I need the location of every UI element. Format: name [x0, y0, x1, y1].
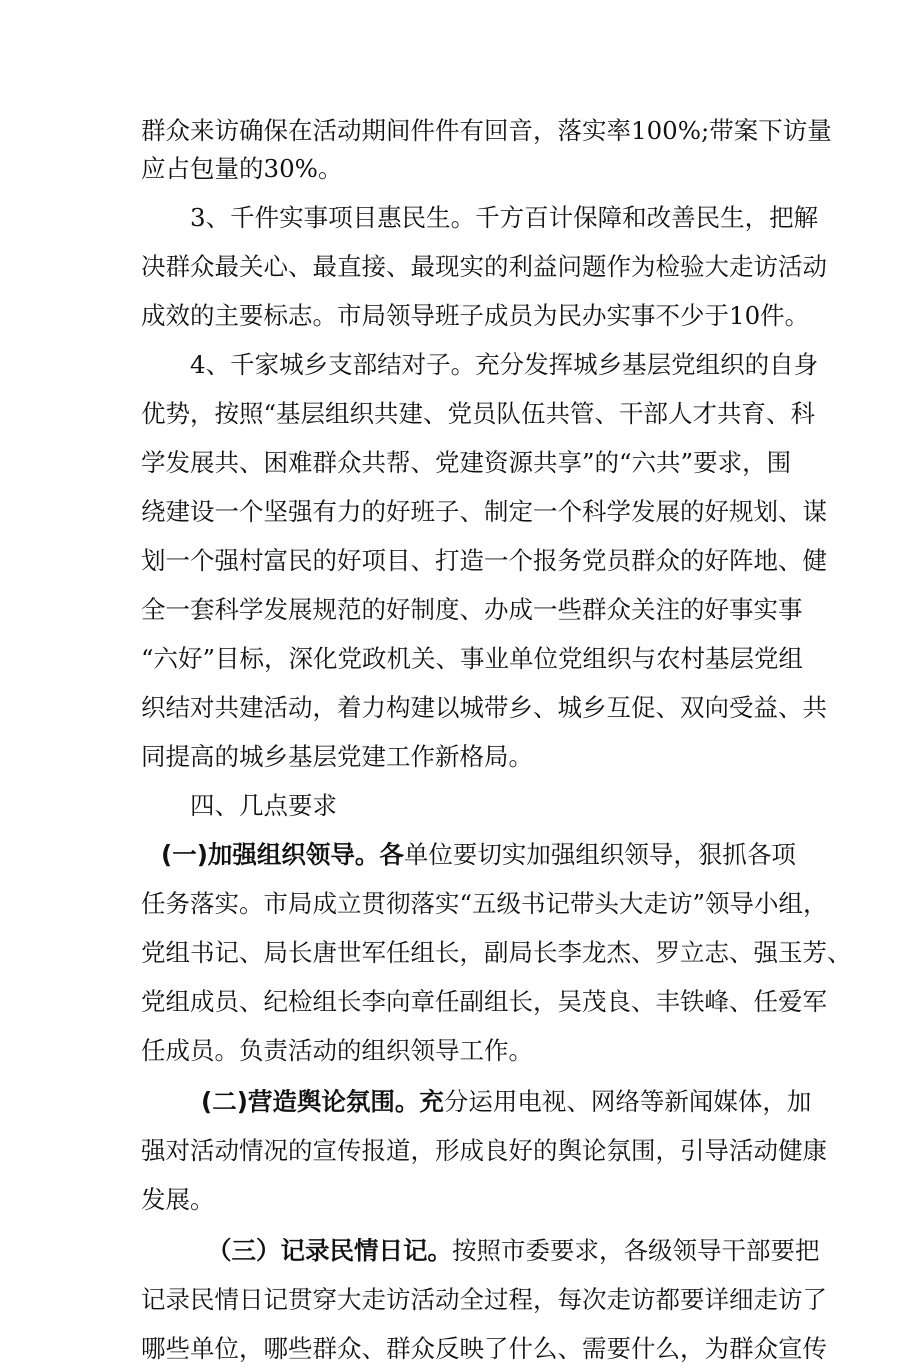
text-line: 划一个强村富民的好项目、打造一个报务党员群众的好阵地、健: [141, 546, 827, 575]
text-line: 任务落实。市局成立贯彻落实“五级书记带头大走访”领导小组，: [141, 889, 828, 918]
text-line: [141, 1083, 812, 1121]
text-line: 同提高的城乡基层党建工作新格局。: [141, 742, 533, 771]
text-run: 分运用电视、网络等新闻媒体，加: [443, 1087, 812, 1116]
text-line: 决群众最关心、最直接、最现实的利益问题作为检验大走访活动: [141, 252, 827, 281]
text-line: [141, 1232, 820, 1270]
text-line: 记录民情日记贯穿大走访活动全过程，每次走访都要详细走访了: [141, 1285, 827, 1314]
text-line: [141, 836, 796, 874]
text-run: 单位要切实加强组织领导，狠抓各项: [403, 840, 796, 869]
text-line: “六好”目标，深化党政机关、事业单位党组织与农村基层党组: [141, 644, 804, 673]
text-line: 优势，按照“基层组织共建、党员队伍共管、干部人才共育、科: [141, 399, 816, 428]
text-line: 群众来访确保在活动期间件件有回音，落实率100%;带案下访量: [141, 116, 832, 145]
text-line: 绕建设一个坚强有力的好班子、制定一个科学发展的好规划、谋: [141, 497, 827, 526]
text-line: 强对活动情况的宣传报道，形成良好的舆论氛围，引导活动健康: [141, 1136, 827, 1165]
text-line: 成效的主要标志。市局领导班子成员为民办实事不少于10件。: [141, 301, 810, 330]
text-line: 哪些单位，哪些群众、群众反映了什么、需要什么，为群众宣传: [141, 1334, 827, 1363]
subsection-title: (一)加强组织领导。各: [161, 840, 404, 869]
text-line: 全一套科学发展规范的好制度、办成一些群众关注的好事实事: [141, 595, 803, 624]
text-line: 党组书记、局长唐世军任组长，副局长李龙杰、罗立志、强玉芳、: [141, 938, 852, 967]
text-run: 按照市委要求，各级领导干部要把: [452, 1236, 820, 1265]
text-line: 3、千件实事项目惠民生。千方百计保障和改善民生，把解: [190, 203, 819, 232]
text-line: 织结对共建活动，着力构建以城带乡、城乡互促、双向受益、共: [141, 693, 827, 722]
document-page: [141, 112, 852, 1368]
subsection-title: (二)营造舆论氛围。充: [201, 1087, 444, 1116]
text-line: 应占包量的30%。: [141, 154, 343, 183]
text-line: 发展。: [141, 1185, 215, 1214]
text-line: 学发展共、困难群众共帮、党建资源共享”的“六共”要求，围: [141, 448, 792, 477]
text-line: 任成员。负责活动的组织领导工作。: [141, 1036, 533, 1065]
text-line: 党组成员、纪检组长李向章任副组长，吴茂良、丰铁峰、任爱军: [141, 987, 827, 1016]
subsection-title: （三）记录民情日记。: [207, 1236, 452, 1265]
section-heading: 四、几点要求: [190, 791, 337, 820]
text-line: 4、千家城乡支部结对子。充分发挥城乡基层党组织的自身: [190, 350, 819, 379]
